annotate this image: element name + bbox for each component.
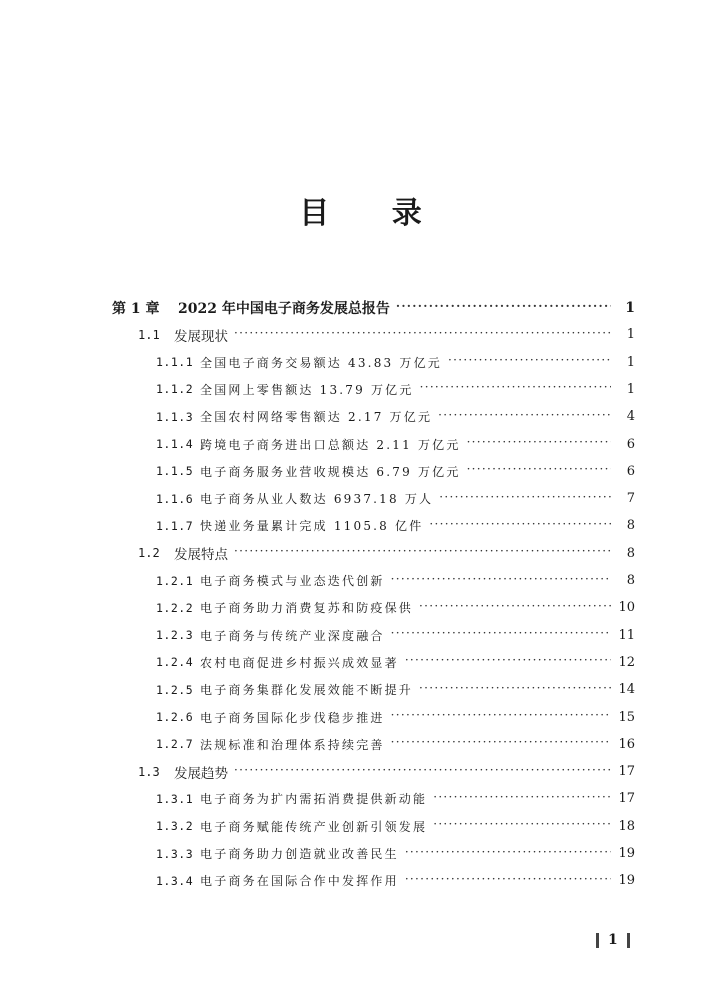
page-footer bbox=[596, 930, 630, 950]
toc-entry-number: 1.3.1 bbox=[156, 791, 194, 806]
toc-entry-page: 7 bbox=[626, 491, 635, 507]
toc-entry-title: 电子商务模式与业态迭代创新 bbox=[200, 574, 385, 588]
toc-entry-title: 电子商务服务业营收规模达 6.79 万亿元 bbox=[200, 464, 461, 479]
toc-entry-number: 1.2.1 bbox=[156, 573, 194, 588]
toc-leader-dots bbox=[391, 711, 611, 723]
toc-entry-number: 1.1.2 bbox=[156, 382, 194, 397]
toc-entry[interactable] bbox=[0, 867, 721, 894]
toc-leader-dots bbox=[433, 820, 611, 832]
toc-entry-number: 1.2.4 bbox=[156, 655, 194, 670]
toc-entry-page: 17 bbox=[618, 791, 635, 807]
toc-entry-page: 11 bbox=[618, 627, 635, 643]
toc-entry[interactable] bbox=[0, 376, 721, 403]
toc-entry-title: 法规标准和治理体系持续完善 bbox=[200, 737, 385, 752]
toc-entry[interactable] bbox=[0, 594, 721, 621]
toc-entry-number: 1.3.3 bbox=[156, 846, 194, 861]
toc-entry-page: 17 bbox=[618, 764, 635, 780]
toc-entry-number: 1.1.7 bbox=[156, 518, 194, 533]
toc-leader-dots bbox=[405, 848, 611, 860]
toc-entry-number: 第 1 章 bbox=[112, 300, 160, 317]
toc-entry[interactable] bbox=[0, 540, 721, 567]
toc-entry-number: 1.2.5 bbox=[156, 682, 194, 697]
toc-entry-page: 8 bbox=[626, 573, 635, 588]
toc-leader-dots bbox=[439, 493, 611, 505]
toc-leader-dots bbox=[391, 575, 611, 587]
toc-entry-title: 跨境电子商务进出口总额达 2.11 万亿元 bbox=[200, 437, 461, 452]
toc-entry-number: 1.2.2 bbox=[156, 600, 194, 615]
toc-leader-dots bbox=[433, 793, 611, 805]
toc-entry-page: 4 bbox=[626, 409, 635, 425]
toc-entry-page: 16 bbox=[618, 736, 635, 752]
toc-leader-dots bbox=[419, 602, 611, 614]
footer-bar-right bbox=[627, 933, 630, 948]
toc-entry-number: 1.2.7 bbox=[156, 737, 194, 752]
toc-entry-number: 1.1.1 bbox=[156, 355, 194, 370]
toc-entry-number: 1.1.4 bbox=[156, 437, 194, 451]
toc-entry-title: 发展现状 bbox=[174, 328, 228, 345]
toc-entry[interactable] bbox=[0, 785, 721, 812]
toc-entry-page: 1 bbox=[626, 354, 635, 370]
toc-leader-dots bbox=[429, 520, 611, 532]
toc-entry-title: 快递业务量累计完成 1105.8 亿件 bbox=[200, 519, 424, 534]
toc-entry-title: 电子商务从业人数达 6937.18 万人 bbox=[200, 492, 434, 507]
toc-entry-page: 1 bbox=[626, 327, 635, 343]
toc-entry-title: 电子商务与传统产业深度融合 bbox=[200, 628, 385, 643]
toc-entry-number: 1.1.3 bbox=[156, 409, 194, 424]
toc-entry-title: 发展特点 bbox=[174, 547, 228, 564]
toc-entry[interactable] bbox=[0, 758, 721, 785]
toc-entry-page: 12 bbox=[618, 654, 635, 670]
toc-leader-dots bbox=[448, 356, 611, 368]
toc-entry[interactable] bbox=[0, 676, 721, 703]
toc-leader-dots bbox=[234, 329, 611, 341]
toc-entry-number: 1.1.5 bbox=[156, 464, 194, 479]
footer-page-number: 1 bbox=[608, 932, 618, 948]
toc-entry-page: 1 bbox=[625, 299, 635, 316]
toc-entry[interactable] bbox=[0, 431, 721, 458]
toc-entry-page: 10 bbox=[618, 600, 635, 616]
toc-entry-page: 19 bbox=[618, 873, 635, 889]
toc-entry-page: 18 bbox=[618, 818, 635, 834]
toc-leader-dots bbox=[234, 547, 611, 559]
toc-entry-title: 发展趋势 bbox=[174, 765, 228, 782]
toc-entry-number: 1.1 bbox=[138, 327, 160, 342]
toc-entry-page: 19 bbox=[618, 846, 635, 861]
toc-leader-dots bbox=[396, 302, 611, 314]
toc-entry-title: 2022 年中国电子商务发展总报告 bbox=[178, 300, 390, 317]
toc-entry[interactable] bbox=[0, 813, 721, 840]
toc-entry[interactable] bbox=[0, 649, 721, 676]
toc-leader-dots bbox=[467, 438, 611, 450]
toc-leader-dots bbox=[234, 766, 611, 778]
toc-entry-page: 6 bbox=[626, 463, 635, 479]
toc-leader-dots bbox=[405, 656, 611, 668]
toc-entry-title: 电子商务国际化步伐稳步推进 bbox=[200, 710, 385, 725]
toc-leader-dots bbox=[391, 629, 611, 641]
toc-entry[interactable] bbox=[0, 458, 721, 485]
toc-entry[interactable] bbox=[0, 567, 721, 594]
toc-leader-dots bbox=[419, 684, 611, 696]
toc-entry-title: 全国农村网络零售额达 2.17 万亿元 bbox=[200, 410, 433, 425]
toc-entry-page: 1 bbox=[626, 381, 635, 397]
toc-entry[interactable] bbox=[0, 622, 721, 649]
toc-entry-page: 6 bbox=[626, 436, 635, 452]
toc-entry[interactable] bbox=[0, 349, 721, 376]
toc-entry-number: 1.2.6 bbox=[156, 710, 194, 724]
toc-entry-title: 农村电商促进乡村振兴成效显著 bbox=[200, 655, 399, 670]
toc-entry-title: 电子商务为扩内需拓消费提供新动能 bbox=[200, 792, 428, 807]
toc-entry-title: 全国网上零售额达 13.79 万亿元 bbox=[200, 382, 414, 397]
toc-entry[interactable] bbox=[0, 512, 721, 539]
toc-leader-dots bbox=[420, 383, 611, 395]
toc-entry-title: 电子商务赋能传统产业创新引领发展 bbox=[200, 819, 428, 834]
toc-entry-number: 1.2 bbox=[138, 546, 160, 561]
toc-entry[interactable] bbox=[0, 704, 721, 731]
toc-entry-number: 1.3.2 bbox=[156, 819, 194, 834]
toc-entry-number: 1.3 bbox=[138, 764, 160, 779]
toc-entry-page: 14 bbox=[618, 682, 635, 698]
toc-entry[interactable] bbox=[0, 840, 721, 867]
toc-entry[interactable] bbox=[0, 731, 721, 758]
toc-entry-title: 电子商务助力创造就业改善民生 bbox=[200, 847, 399, 861]
toc-entry-page: 15 bbox=[618, 709, 635, 725]
toc-entry-number: 1.2.3 bbox=[156, 628, 194, 643]
toc-entry-title: 电子商务助力消费复苏和防疫保供 bbox=[200, 601, 414, 616]
toc-leader-dots bbox=[391, 738, 611, 750]
footer-bar-left bbox=[596, 933, 599, 948]
toc-entry[interactable] bbox=[0, 294, 721, 321]
toc-leader-dots bbox=[405, 875, 611, 887]
toc-entry-title: 电子商务集群化发展效能不断提升 bbox=[200, 683, 414, 698]
toc-entry[interactable] bbox=[0, 485, 721, 512]
toc-entry-page: 8 bbox=[626, 518, 635, 534]
toc-leader-dots bbox=[438, 411, 611, 423]
toc-entry-number: 1.1.6 bbox=[156, 491, 194, 506]
toc-leader-dots bbox=[467, 465, 611, 477]
toc-entry-page: 8 bbox=[626, 545, 635, 561]
page-title: 目 录 bbox=[299, 196, 448, 231]
toc-entry-title: 全国电子商务交易额达 43.83 万亿元 bbox=[200, 355, 442, 370]
toc-entry[interactable] bbox=[0, 403, 721, 430]
toc-entry[interactable] bbox=[0, 321, 721, 348]
toc-entry-number: 1.3.4 bbox=[156, 873, 194, 888]
toc-entry-title: 电子商务在国际合作中发挥作用 bbox=[200, 874, 399, 889]
